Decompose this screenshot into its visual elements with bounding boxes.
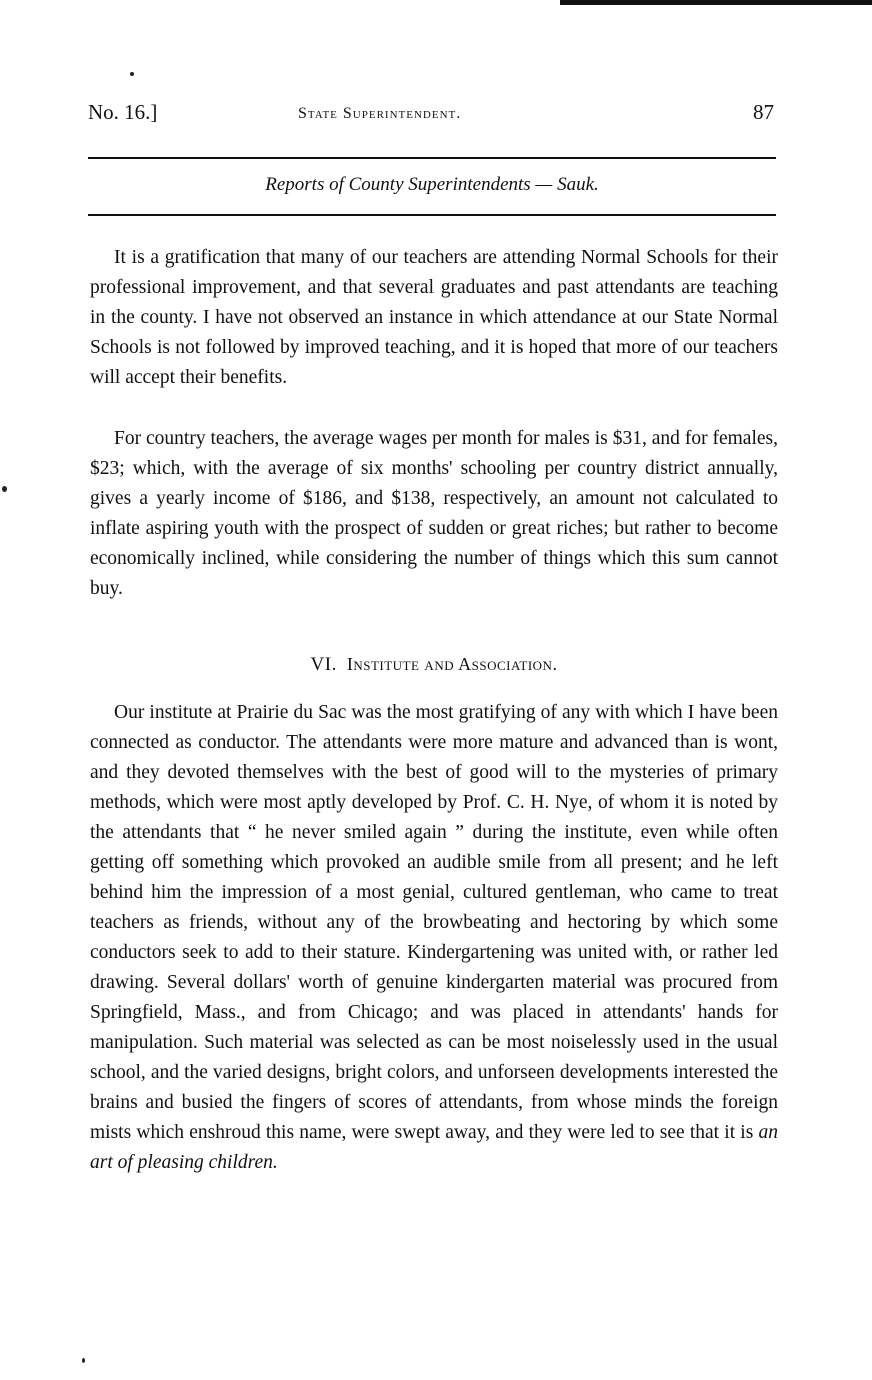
section-subheading: Reports of County Superintendents — Sauk. xyxy=(265,174,599,195)
running-title: State Superintendent. xyxy=(298,105,462,122)
header-rule-top xyxy=(88,157,776,159)
ink-speck xyxy=(82,1358,85,1363)
ink-speck xyxy=(130,72,134,76)
page-number: 87 xyxy=(753,100,774,124)
paragraph-institute xyxy=(90,698,778,1178)
document-number: No. 16.] xyxy=(88,100,158,124)
paragraph-normal-schools: It is a gratification that many of our teachers are attending Normal Schools for their professional improvement, and that several graduates and past attendants are teaching in the county. I have not observed an instance in which attendance at our State Normal Schools is not followed by improved teaching, and it is hoped that more of our teachers will accept their benefits. xyxy=(90,247,778,388)
page-edge-shadow xyxy=(560,0,872,5)
paragraph-institute-italic: an art of pleasing children. xyxy=(90,1122,778,1173)
running-head xyxy=(88,100,774,134)
ink-speck xyxy=(2,486,7,492)
section-title: Institute and Association. xyxy=(346,654,558,674)
paragraph-wages: For country teachers, the average wages per month for males is $31, and for females, $23; which, with the average of six months' schooling per country district annually, gives a yearly income of $186, and $138, respectively, an amount not calculated to inflate aspiring youth with the prospect of sudden or great riches; but rather to become economically inclined, while considering the number of things which this sum cannot buy. xyxy=(90,428,778,599)
header-rule-bottom xyxy=(88,214,776,216)
paragraph-institute-text: Our institute at Prairie du Sac was the most gratifying of any with which I have been connected as conductor. The attendants were more mature and advanced than is wont, and they devoted themselves with the best of good will to the mysteries of primary methods, which were most aptly developed by Prof. C. H. Nye, of whom it is noted by the attendants that “ he never smiled again ” during the institute, even while often getting off something which provoked an audible smile from all present; and he left behind him the impression of a most genial, cultured gentleman, who came to treat teachers as friends, without any of the browbeating and hectoring by which some conductors seek to add to their stature. Kindergartening was united with, or rather led drawing. Several dollars' worth of genuine kindergarten material was procured from Springfield, Mass., and from Chicago; and was placed in attendants' hands for manipulation. Such material was selected as can be most noiselessly used in the usual school, and the varied designs, bright colors, and unforseen developments interested the brains and busied the fingers of scores of attendants, from whose minds the foreign mists which enshroud this name, were swept away, and they were led to see that it is xyxy=(90,702,778,1143)
section-heading xyxy=(90,654,778,676)
section-number: VI. xyxy=(310,654,337,675)
